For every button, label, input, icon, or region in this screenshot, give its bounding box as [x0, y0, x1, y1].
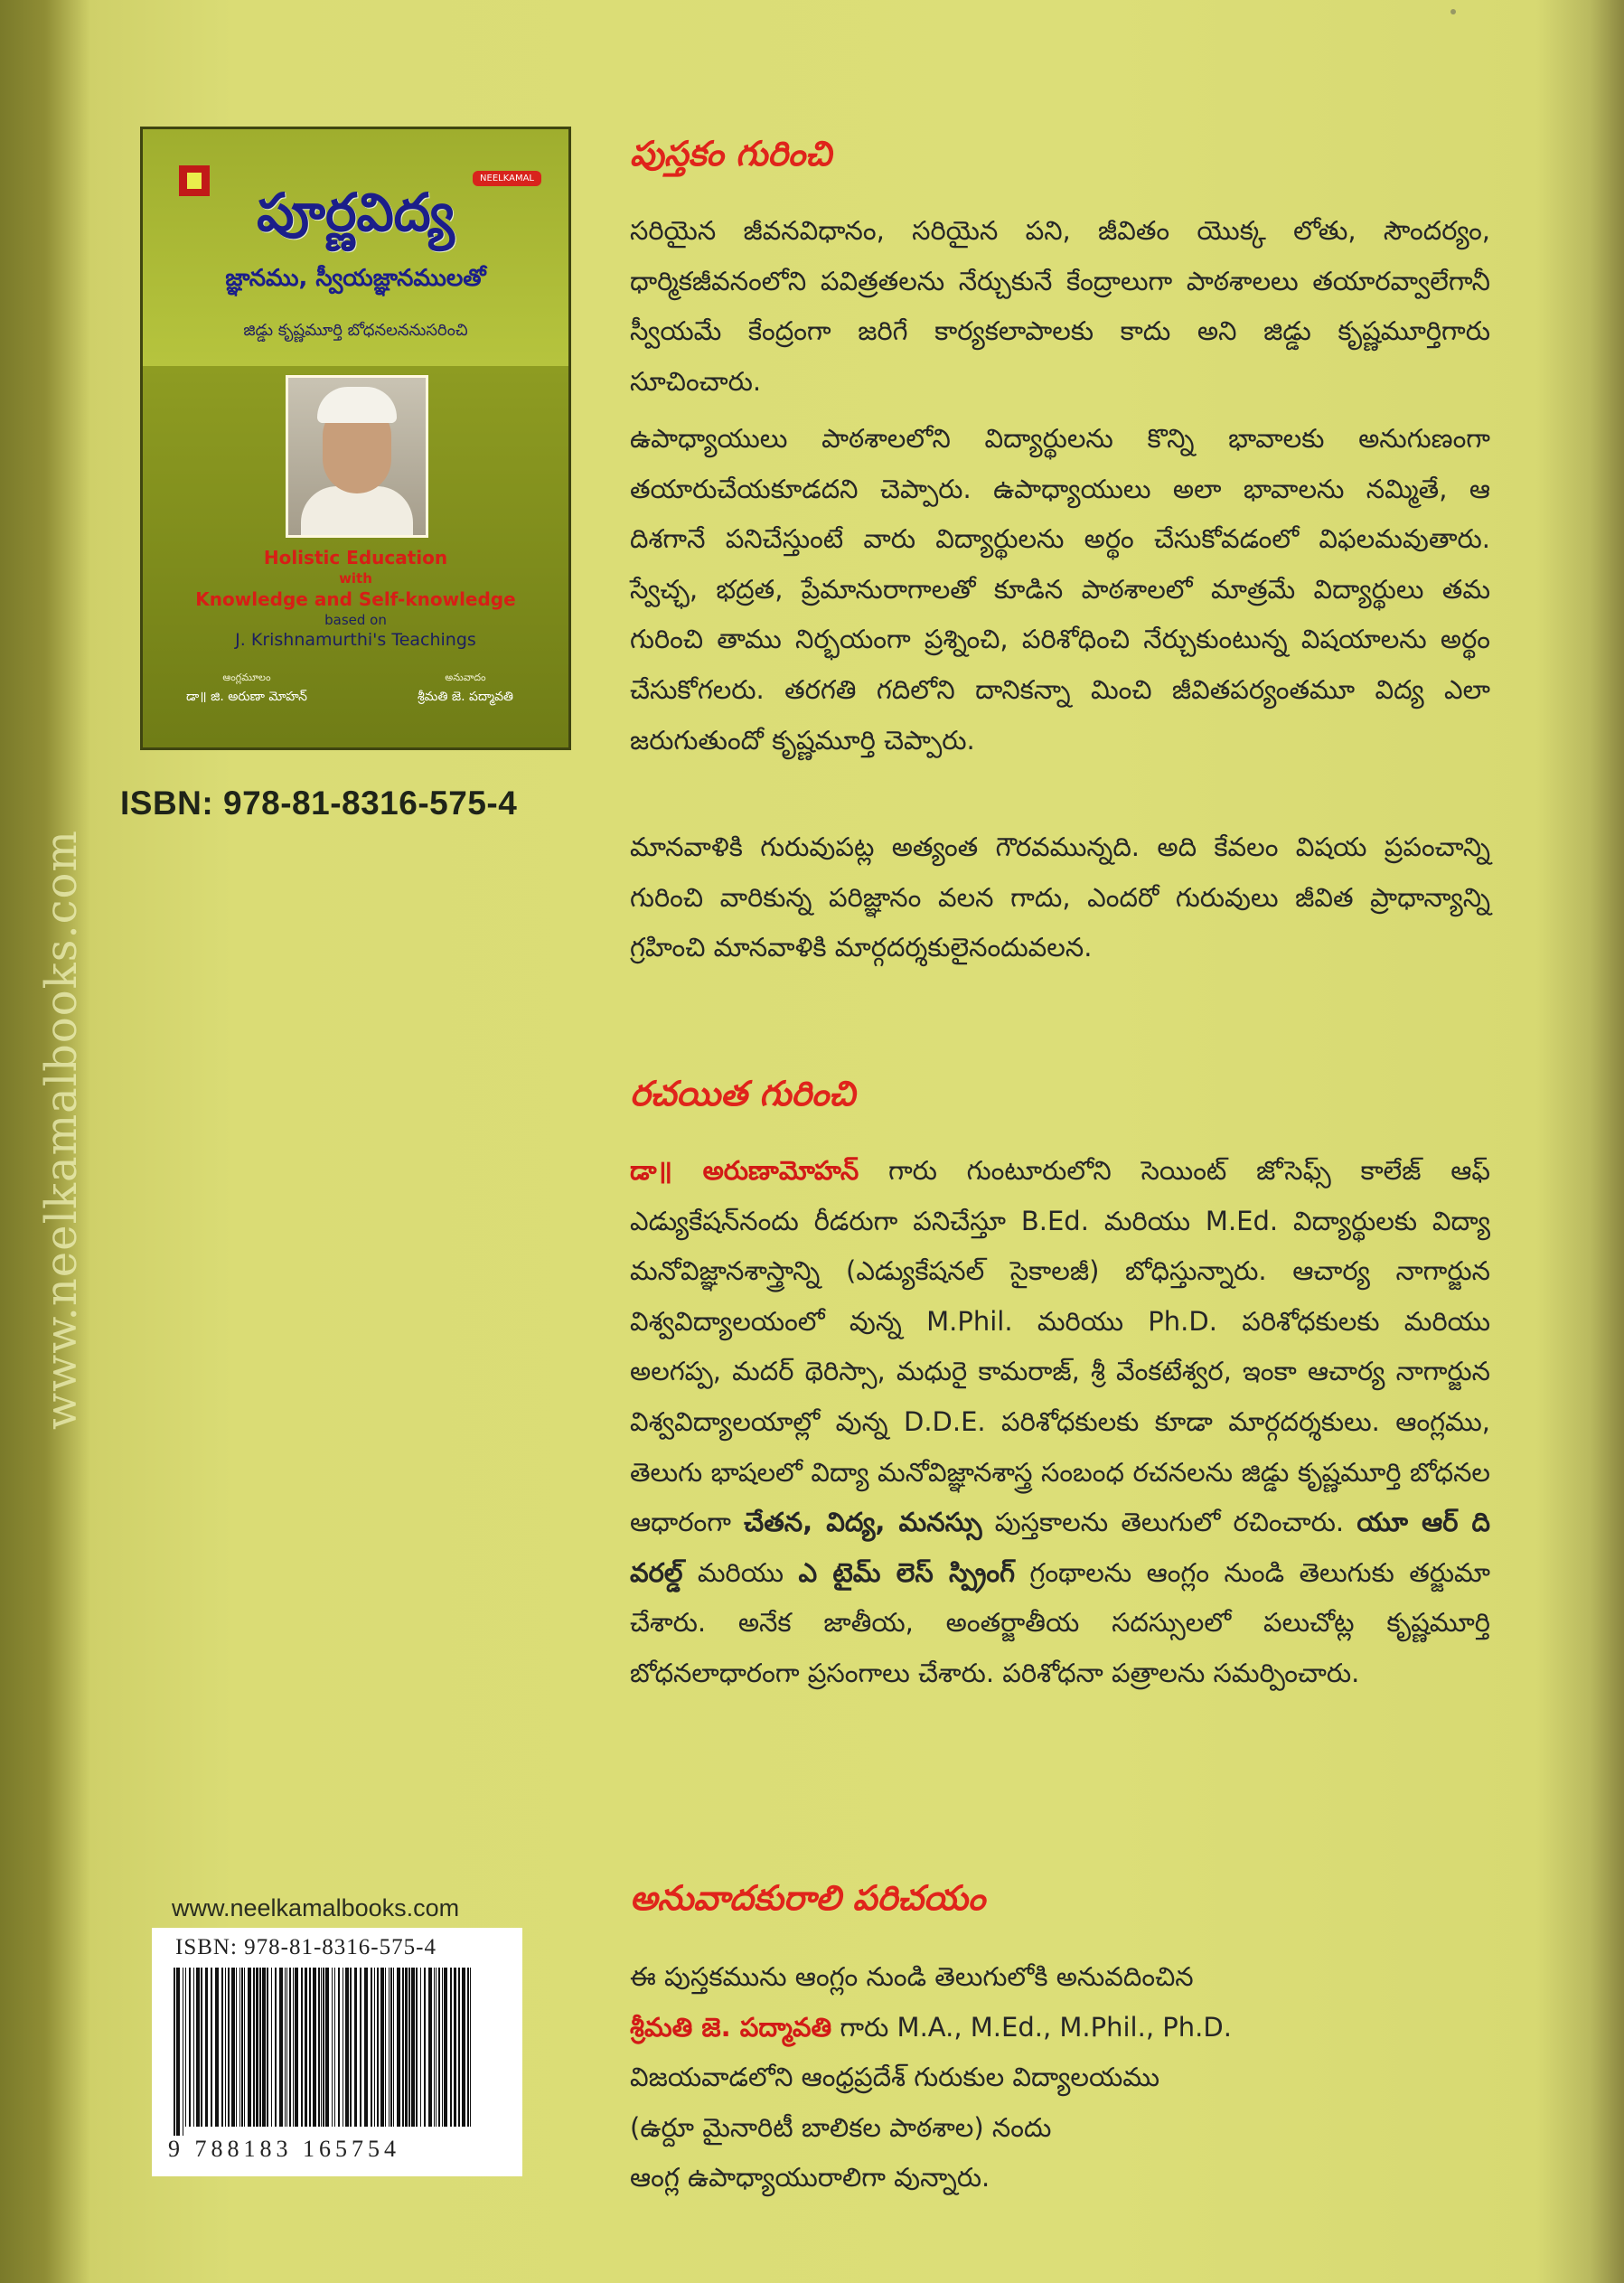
- barcode-bar: [228, 1968, 230, 2127]
- author-text-1: గారు గుంటూరులోని సెయింట్ జోసెఫ్స్ కాలేజ్ ఆఫ్ ఎడ్యుకేషన్‌నందు రీడరుగా పనిచేస్తూ B.Ed. మరియు M.Ed. విద్యార్థులకు విద్యా మనోవిజ్ఞానశాస్త్రాన్ని (ఎడ్యుకేషనల్ సైకాలజీ) బోధిస్తున్నారు. ఆచార్య నాగార్జున విశ్వవిద్యాలయంలో వున్న M.Phil. మరియు Ph.D. పరిశోధకులకు మరియు అలగప్ప, మదర్ థెరిస్సా, మధురై కామరాజ్, శ్రీ వేంకటేశ్వర, ఇంకా ఆచార్య నాగార్జున విశ్వవిద్యాలయాల్లో వున్న D.D.E. పరిశోధకులకు కూడా మార్గదర్శకులు. ఆంగ్లము, తెలుగు భాషలలో విద్యా మనోవిజ్ఞానశాస్త్ర సంబంధ రచనలను జిడ్డు కృష్ణమూర్తి బోధనల ఆధారంగా: [630, 1155, 1490, 1538]
- thumbnail-author-credit: [161, 672, 333, 707]
- barcode-bar: [295, 1968, 298, 2127]
- barcode-bar: [390, 1968, 392, 2127]
- barcode-bar: [275, 1968, 277, 2127]
- barcode-bar: [196, 1968, 200, 2127]
- barcode-bar: [271, 1968, 272, 2127]
- translator-paragraph: [630, 1952, 1232, 2203]
- barcode-bar: [416, 1968, 418, 2127]
- barcode-bar: [301, 1968, 303, 2127]
- about-book-heading: పుస్తకం గురించి: [630, 134, 832, 174]
- barcode-bar: [424, 1968, 426, 2127]
- barcode-bar: [402, 1968, 404, 2127]
- barcode-bar: [462, 1968, 465, 2127]
- barcode-bar: [397, 1968, 400, 2127]
- barcode-bar: [454, 1968, 456, 2127]
- author-text-2: పుస్తకాలను తెలుగులో రచించారు.: [981, 1507, 1357, 1538]
- thumbnail-subtitle: జ్ఞానము, స్వీయజ్ఞానములతో: [225, 265, 486, 292]
- thumbnail-english-teachings: J. Krishnamurthi's Teachings: [235, 630, 476, 650]
- barcode-bar: [444, 1968, 447, 2127]
- barcode-bar: [385, 1968, 386, 2127]
- barcode-bar: [338, 1968, 340, 2127]
- barcode-bar: [285, 1968, 286, 2127]
- barcode-bars: [168, 1966, 506, 2137]
- translator-line-5: ఆంగ్ల ఉపాధ్యాయురాలిగా వున్నారు.: [630, 2162, 990, 2194]
- barcode-bar: [411, 1968, 415, 2127]
- barcode-bar: [225, 1968, 226, 2127]
- barcode-bar: [364, 1968, 368, 2127]
- thumbnail-translator-credit: [380, 672, 551, 707]
- barcode-bar: [241, 1968, 243, 2127]
- publisher-badge: NEELKAMAL: [473, 171, 541, 186]
- barcode-bar: [334, 1968, 335, 2127]
- thumbnail-english-with: with: [339, 570, 372, 587]
- barcode-isbn: ISBN: 978-81-8316-575-4: [175, 1935, 437, 1959]
- barcode-bar: [408, 1968, 410, 2127]
- barcode-bar: [350, 1968, 352, 2127]
- translator-line-4: (ఉర్దూ మైనారిటీ బాలికల పాఠశాల) నందు: [630, 2111, 1052, 2143]
- barcode-bar: [332, 1968, 333, 2127]
- barcode-bar: [253, 1968, 255, 2127]
- barcode-bar: [305, 1968, 307, 2127]
- thumbnail-english-subtitle: Knowledge and Self-knowledge: [195, 588, 516, 610]
- barcode-bar: [436, 1968, 437, 2127]
- portrait-hair: [317, 387, 397, 423]
- translator-name: శ్రీమతి జె. పద్మావతి: [630, 2011, 832, 2043]
- barcode-bar: [345, 1968, 349, 2127]
- barcode-bar: [174, 1968, 175, 2136]
- barcode-bar: [221, 1968, 223, 2127]
- barcode-bar: [293, 1968, 294, 2127]
- author-books-3: ఎ టైమ్ లెస్ స్ప్రింగ్: [798, 1556, 1015, 1588]
- barcode-bar: [313, 1968, 316, 2127]
- translator-line-2: గారు M.A., M.Ed., M.Phil., Ph.D.: [831, 2011, 1232, 2043]
- barcode-bar: [309, 1968, 311, 2127]
- about-author-heading: రచయిత గురించి: [630, 1074, 856, 1113]
- barcode-bar: [189, 1968, 191, 2127]
- translator-line-1: ఈ పుస్తకమును ఆంగ్లం నుండి తెలుగులోకి అనువదించిన: [630, 1961, 1194, 1992]
- barcode-bar: [211, 1968, 212, 2127]
- barcode-bar: [450, 1968, 452, 2127]
- barcode-bar: [325, 1968, 329, 2127]
- barcode-bar: [467, 1968, 469, 2127]
- author-text-3: మరియు: [682, 1556, 799, 1588]
- credit-name: శ్రీమతి జె. పద్మావతి: [417, 690, 514, 704]
- author-portrait: [286, 375, 428, 538]
- barcode-bar: [374, 1968, 375, 2127]
- barcode-bar: [428, 1968, 432, 2127]
- thumbnail-english-title: Holistic Education: [263, 547, 448, 568]
- about-book-paragraph-1: సరియైన జీవనవిధానం, సరియైన పని, జీవితం యొక్క లోతు, సౌందర్యం, ధార్మికజీవనంలోని పవిత్రతలను నేర్చుకునే కేంద్రాలుగా పాఠశాలలు తయారవ్వాలేగానీ స్వీయమే కేంద్రంగా జరిగే కార్యకలాపాలకు కాదు అని జిడ్డు కృష్ణమూర్తిగారు సూచించారు.: [630, 215, 1490, 397]
- isbn-label: ISBN: 978-81-8316-575-4: [120, 784, 518, 822]
- barcode-bar: [354, 1968, 357, 2127]
- barcode-bar: [377, 1968, 379, 2127]
- barcode-bar: [389, 1968, 390, 2127]
- author-books-1: చేతన, విద్య, మనస్సు: [744, 1507, 982, 1538]
- thumbnail-note: జిడ్డు కృష్ణమూర్తి బోధనలననుసరించి: [243, 321, 468, 340]
- barcode-bar: [244, 1968, 245, 2127]
- barcode-bar: [360, 1968, 361, 2127]
- credit-role: అనువాదం: [445, 672, 486, 683]
- barcode-bar: [205, 1968, 208, 2127]
- barcode-bar: [215, 1968, 219, 2127]
- barcode-bar: [470, 1968, 471, 2127]
- barcode-bar: [267, 1968, 268, 2127]
- about-book-paragraph-3: మానవాళికి గురువుపట్ల అత్యంత గౌరవమున్నది. అది కేవలం విషయ ప్రపంచాన్ని గురించి వారికున్న పరిజ్ఞానం వలన గాదు, ఎందరో గురువులు జీవిత ప్రాధాన్యాన్ని గ్రహించి మానవాళికి మార్గదర్శకులైనందువలన.: [630, 831, 1490, 963]
- author-books-2: యూ ఆర్ ది వరల్డ్: [630, 1507, 1491, 1588]
- barcode-bar: [393, 1968, 394, 2127]
- barcode-bar: [438, 1968, 440, 2127]
- barcode-bar: [239, 1968, 240, 2127]
- barcode-bar: [185, 1968, 186, 2127]
- barcode-bar: [279, 1968, 283, 2127]
- publisher-website: www.neelkamalbooks.com: [172, 1894, 460, 1921]
- barcode-digits: 9 788183 165754: [168, 2136, 400, 2162]
- barcode-bar: [176, 1968, 180, 2136]
- spine-watermark: www.neelkamalbooks.com: [36, 830, 87, 1430]
- translator-heading: అనువాదకురాలి పరిచయం: [630, 1878, 986, 1918]
- barcode-bar: [259, 1968, 261, 2127]
- barcode-bar: [236, 1968, 237, 2127]
- barcode-bar: [262, 1968, 266, 2127]
- about-author-paragraph: [630, 1146, 1490, 1699]
- barcode-bar: [286, 1968, 287, 2127]
- translator-line-3: విజయవాడలోని ఆంధ్రప్రదేశ్ గురుకుల విద్యాలయము: [630, 2062, 1159, 2093]
- barcode-bar: [289, 1968, 291, 2127]
- barcode-bar: [256, 1968, 258, 2127]
- portrait-shirt: [301, 486, 413, 538]
- barcode-bar: [201, 1968, 202, 2127]
- about-book-paragraph-2: ఉపాధ్యాయులు పాఠశాలలోని విద్యార్థులను కొన్ని భావాలకు అనుగుణంగా తయారుచేయకూడదని చెప్పారు. ఉపాధ్యాయులు అలా భావాలను నమ్మితే, ఆ దిశగానే పనిచేస్తుంటే వారు విద్యార్థులను అర్థం చేసుకోవడంలో విఫలమవుతారు. స్వేచ్ఛ, భద్రత, ప్రేమానురాగాలతో కూడిన పాఠశాలలో మాత్రమే విద్యార్థులు తమ గురించి తాము నిర్భయంగా ప్రశ్నించి, పరిశోధించి నేర్చుకుంటున్న విషయాలను అర్థం చేసుకోగలరు. తరగతి గదిలోని దానికన్నా మించి జీవితపర్యంతమూ విద్య ఎలా జరుగుతుందో కృష్ణమూర్తి చెప్పారు.: [630, 423, 1490, 756]
- barcode-bar: [371, 1968, 372, 2127]
- author-name: డా॥ అరుణామోహన్: [630, 1155, 859, 1186]
- credit-name: డా॥ జి. అరుణా మోహన్: [185, 690, 307, 704]
- front-cover-thumbnail: [140, 127, 571, 750]
- barcode-bar: [318, 1968, 320, 2127]
- barcode-bar: [380, 1968, 384, 2127]
- print-speck: [1450, 9, 1456, 14]
- barcode-bar: [231, 1968, 235, 2127]
- barcode-bar: [193, 1968, 194, 2127]
- barcode-block: [152, 1928, 522, 2176]
- barcode-bar: [321, 1968, 322, 2127]
- barcode-bar: [442, 1968, 443, 2127]
- barcode-bar: [405, 1968, 408, 2127]
- credit-role: ఆంగ్లమూలం: [222, 672, 271, 683]
- author-text-4: గ్రంథాలను ఆంగ్లం నుండి తెలుగుకు తర్జుమా చేశారు. అనేక జాతీయ, అంతర్జాతీయ సదస్సులలో పలుచోట్ల కృష్ణమూర్తి బోధనలాధారంగా ప్రసంగాలు చేశారు. పరిశోధనా పత్రాలను సమర్పించారు.: [630, 1556, 1490, 1688]
- barcode-bar: [458, 1968, 460, 2127]
- thumbnail-english-based-on: based on: [324, 612, 387, 628]
- barcode-bar: [434, 1968, 435, 2127]
- thumbnail-title: పూర్ణవిద్య: [257, 182, 455, 243]
- barcode-bar: [323, 1968, 324, 2127]
- barcode-bar: [420, 1968, 421, 2127]
- barcode-bar: [248, 1968, 251, 2127]
